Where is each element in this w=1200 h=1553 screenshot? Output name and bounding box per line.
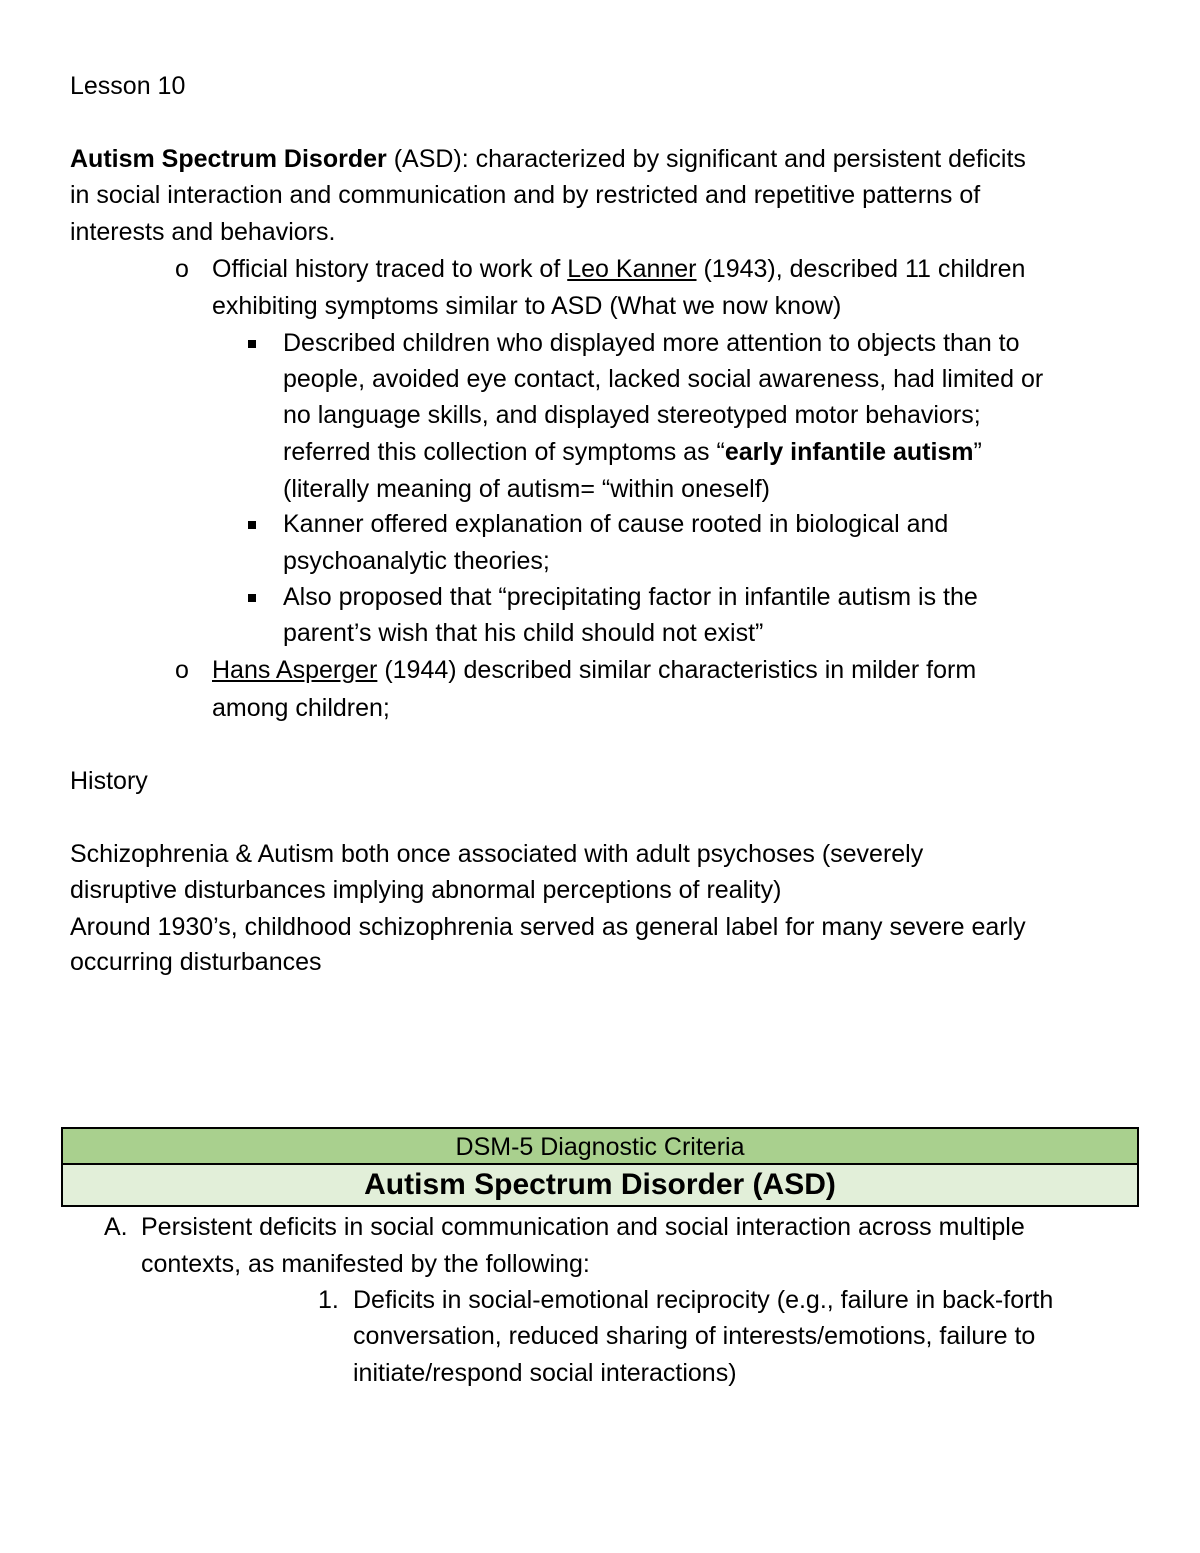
criterion-1-line-3: initiate/respond social interactions) (353, 1359, 737, 1387)
asperger-name: Hans Asperger (212, 656, 378, 684)
square-bullet-3 (248, 594, 256, 602)
sub1-line-2: people, avoided eye contact, lacked social awareness, had limited or (283, 365, 1044, 393)
sub3-line-2: parent’s wish that his child should not exist” (283, 619, 764, 647)
definition-line-3: interests and behaviors. (70, 218, 336, 246)
criterion-1-line-1: Deficits in social-emotional reciprocity (e.g., failure in back-forth (353, 1286, 1054, 1314)
history-p2-line-1: Around 1930’s, childhood schizophrenia served as general label for many severe early (70, 913, 1026, 941)
kanner-bullet: o (175, 255, 189, 283)
dsm-table-title: Autism Spectrum Disorder (ASD) (63, 1165, 1137, 1205)
asperger-bullet: o (175, 656, 189, 684)
square-bullet-1 (248, 340, 256, 348)
sub1-line-5: (literally meaning of autism= “within oneself) (283, 475, 771, 503)
criterion-1-label: 1. (318, 1286, 339, 1314)
criterion-a-label: A. (104, 1213, 128, 1241)
sub3-line-1: Also proposed that “precipitating factor in infantile autism is the (283, 583, 978, 611)
history-p1-line-1: Schizophrenia & Autism both once associated with adult psychoses (severely (70, 840, 924, 868)
definition-line-1 (70, 141, 1026, 178)
dsm-table (61, 1127, 1139, 1207)
history-p2-line-2: occurring disturbances (70, 948, 322, 976)
criterion-a-line-2: contexts, as manifested by the following: (141, 1250, 590, 1278)
kanner-pre: Official history traced to work of (212, 255, 568, 283)
sub1-l4-bold: early infantile autism (724, 438, 974, 466)
definition-text: (ASD): characterized by significant and persistent deficits (386, 145, 1026, 173)
asperger-line-1 (212, 652, 976, 689)
dsm-table-header: DSM-5 Diagnostic Criteria (63, 1129, 1137, 1165)
sub1-l4-pre: referred this collection of symptoms as “ (283, 438, 725, 466)
history-p1-line-2: disruptive disturbances implying abnormal perceptions of reality) (70, 876, 782, 904)
definition-term: Autism Spectrum Disorder (70, 145, 387, 173)
history-heading: History (70, 767, 148, 795)
kanner-post: (1943), described 11 children (696, 255, 1026, 283)
sub1-line-1: Described children who displayed more attention to objects than to (283, 329, 1020, 357)
sub1-line-3: no language skills, and displayed stereotyped motor behaviors; (283, 401, 981, 429)
criterion-a-line-1: Persistent deficits in social communication and social interaction across multiple (141, 1213, 1025, 1241)
lesson-title: Lesson 10 (70, 72, 186, 100)
criterion-1-line-2: conversation, reduced sharing of interests/emotions, failure to (353, 1322, 1036, 1350)
sub1-line-4 (283, 434, 982, 471)
definition-line-2: in social interaction and communication and by restricted and repetitive patterns of (70, 181, 981, 209)
square-bullet-2 (248, 521, 256, 529)
kanner-name: Leo Kanner (567, 255, 697, 283)
kanner-line-2: exhibiting symptoms similar to ASD (What we now know) (212, 292, 842, 320)
sub2-line-2: psychoanalytic theories; (283, 547, 550, 575)
sub2-line-1: Kanner offered explanation of cause rooted in biological and (283, 510, 949, 538)
asperger-line-2: among children; (212, 694, 390, 722)
asperger-post: (1944) described similar characteristics in milder form (377, 656, 977, 684)
kanner-line-1 (212, 251, 1025, 288)
sub1-l4-post: ” (973, 438, 982, 466)
